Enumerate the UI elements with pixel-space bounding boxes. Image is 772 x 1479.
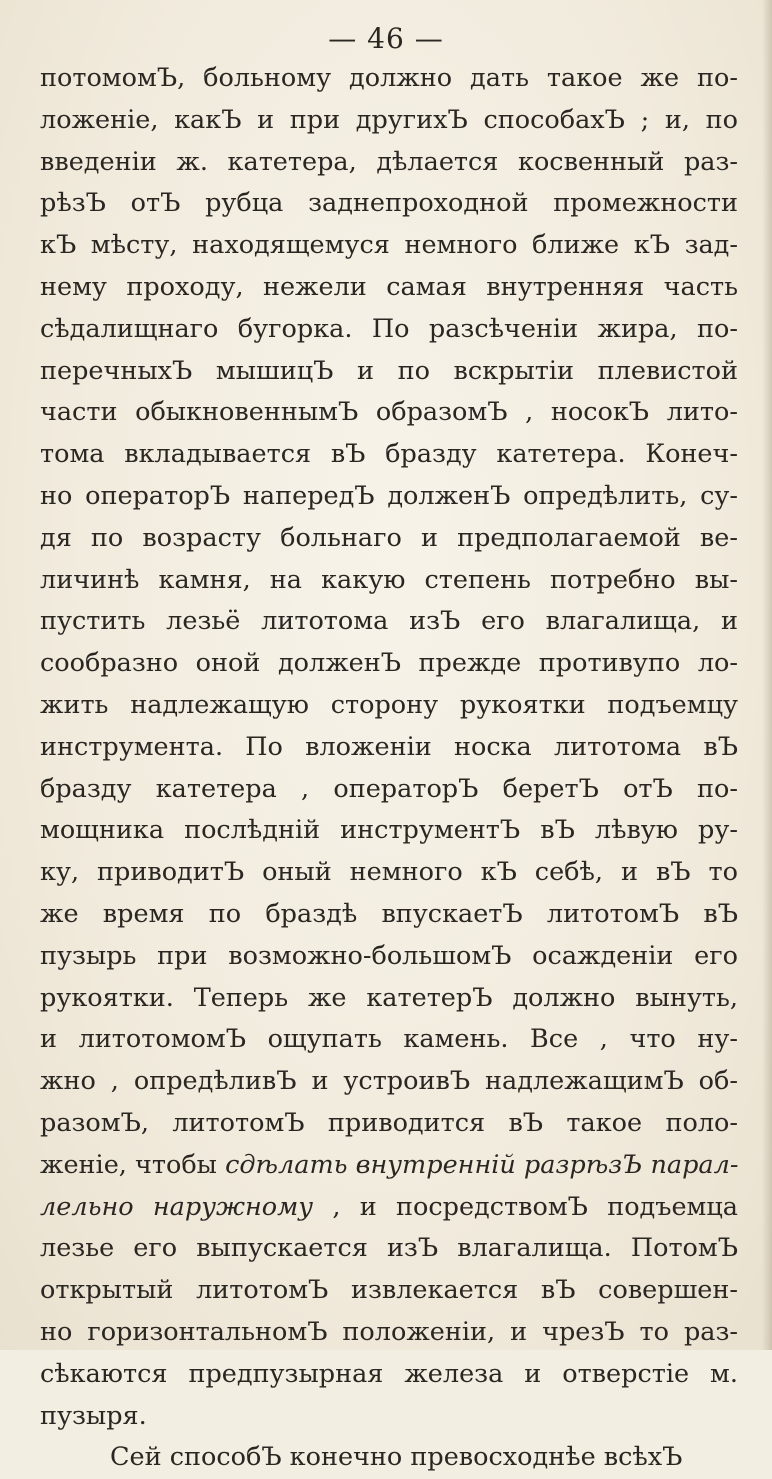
text-segment: рѣзЪ отЪ рубца заднепроходной промежности <box>40 188 738 219</box>
text-line <box>40 1187 738 1229</box>
text-line <box>40 267 738 309</box>
text-line <box>40 58 738 100</box>
text-line <box>40 351 738 393</box>
text-segment: дя по возрасту больнаго и предполагаемой ве- <box>40 522 738 553</box>
text-line <box>40 978 738 1020</box>
text-line <box>40 142 738 184</box>
text-line <box>40 1228 738 1270</box>
text-line <box>40 225 738 267</box>
body-text <box>40 58 738 1479</box>
text-line <box>40 476 738 518</box>
text-line <box>40 392 738 434</box>
italic-segment: лельно наружному <box>40 1191 314 1222</box>
text-segment: бразду катетера , операторЪ беретЪ отЪ по- <box>40 773 738 804</box>
text-segment: кЪ мѣсту, находящемуся немного ближе кЪ зад- <box>40 230 738 261</box>
text-line <box>40 1437 738 1479</box>
text-line <box>40 183 738 225</box>
text-line <box>40 1145 738 1187</box>
text-line <box>40 769 738 811</box>
text-segment: разомЪ, литотомЪ приводится вЪ такое поло- <box>40 1107 738 1138</box>
text-segment: потомомЪ, больному должно дать такое же по- <box>40 63 738 93</box>
text-line <box>40 936 738 978</box>
text-segment: сѣкаются предпузырная железа и отверстіе м. <box>40 1358 738 1389</box>
text-line <box>40 643 738 685</box>
text-segment: лезье его выпускается изЪ влагалища. ПотомЪ <box>40 1233 738 1264</box>
text-segment: мощника послѣдній инструментЪ вЪ лѣвую ру- <box>40 815 738 846</box>
text-segment: сообразно оной долженЪ прежде противупо ло- <box>40 648 738 679</box>
text-segment: но операторЪ напередЪ долженЪ опредѣлить, су- <box>40 480 738 511</box>
text-line <box>40 685 738 727</box>
text-line <box>40 1103 738 1145</box>
text-segment: нему проходу, нежели самая внутренняя часть <box>40 271 738 302</box>
text-segment: Сей способЪ конечно превосходнѣе всѣхЪ <box>110 1442 683 1473</box>
text-segment: же время по браздѣ впускаетЪ литотомЪ вЪ <box>40 898 738 929</box>
italic-segment: сдѣлать внутренній разрѣзЪ парал- <box>225 1149 738 1180</box>
text-line <box>40 309 738 351</box>
text-line <box>40 852 738 894</box>
text-segment: рукоятки. Теперь же катетерЪ должно вынуть, <box>40 982 738 1013</box>
text-segment: личинѣ камня, на какую степень потребно вы- <box>40 564 738 595</box>
text-line <box>40 518 738 560</box>
text-line <box>40 1019 738 1061</box>
text-segment: пузыря. <box>40 1400 147 1431</box>
text-segment: пустить лезьё литотома изЪ его влагалища, и <box>40 606 738 637</box>
text-line <box>40 434 738 476</box>
text-segment: и литотомомЪ ощупать камень. Все , что ну- <box>40 1024 738 1055</box>
text-line <box>40 894 738 936</box>
text-segment: пузырь при возможно-большомЪ осажденіи его <box>40 940 738 971</box>
text-segment: ложеніе, какЪ и при другихЪ способахЪ ; и, по <box>40 104 738 135</box>
text-line <box>40 1312 738 1354</box>
text-line <box>40 1061 738 1103</box>
text-segment: женіе, чтобы <box>40 1149 226 1180</box>
text-segment: введеніи ж. катетера, дѣлается косвенный раз- <box>40 146 738 177</box>
text-segment: части обыкновеннымЪ образомЪ , носокЪ лито- <box>40 397 738 428</box>
page-number: — 46 — <box>328 22 444 55</box>
text-line <box>40 560 738 602</box>
text-segment: перечныхЪ мышицЪ и по вскрытіи плевистой <box>40 355 738 386</box>
text-segment: жно , опредѣливЪ и устроивЪ надлежащимЪ об- <box>40 1066 738 1097</box>
text-segment: но горизонтальномЪ положеніи, и чрезЪ то раз- <box>40 1316 738 1347</box>
text-segment: открытый литотомЪ извлекается вЪ совершен- <box>40 1275 738 1306</box>
text-segment: тома вкладывается вЪ бразду катетера. Конеч- <box>40 439 738 470</box>
text-segment: , и посредствомЪ подъемца <box>313 1191 738 1222</box>
text-segment: жить надлежащую сторону рукоятки подъемцу <box>40 689 738 720</box>
text-line <box>40 601 738 643</box>
text-line <box>40 1354 738 1396</box>
page-edge-shadow <box>762 0 772 1350</box>
text-line <box>40 810 738 852</box>
text-segment: ку, приводитЪ оный немного кЪ себѣ, и вЪ то <box>40 857 738 888</box>
text-line <box>40 100 738 142</box>
text-segment: инструмента. По вложеніи носка литотома вЪ <box>40 731 738 762</box>
text-line <box>40 727 738 769</box>
text-line <box>40 1270 738 1312</box>
text-segment: сѣдалищнаго бугорка. По разсѣченіи жира, по- <box>40 313 738 344</box>
text-line <box>40 1396 738 1438</box>
